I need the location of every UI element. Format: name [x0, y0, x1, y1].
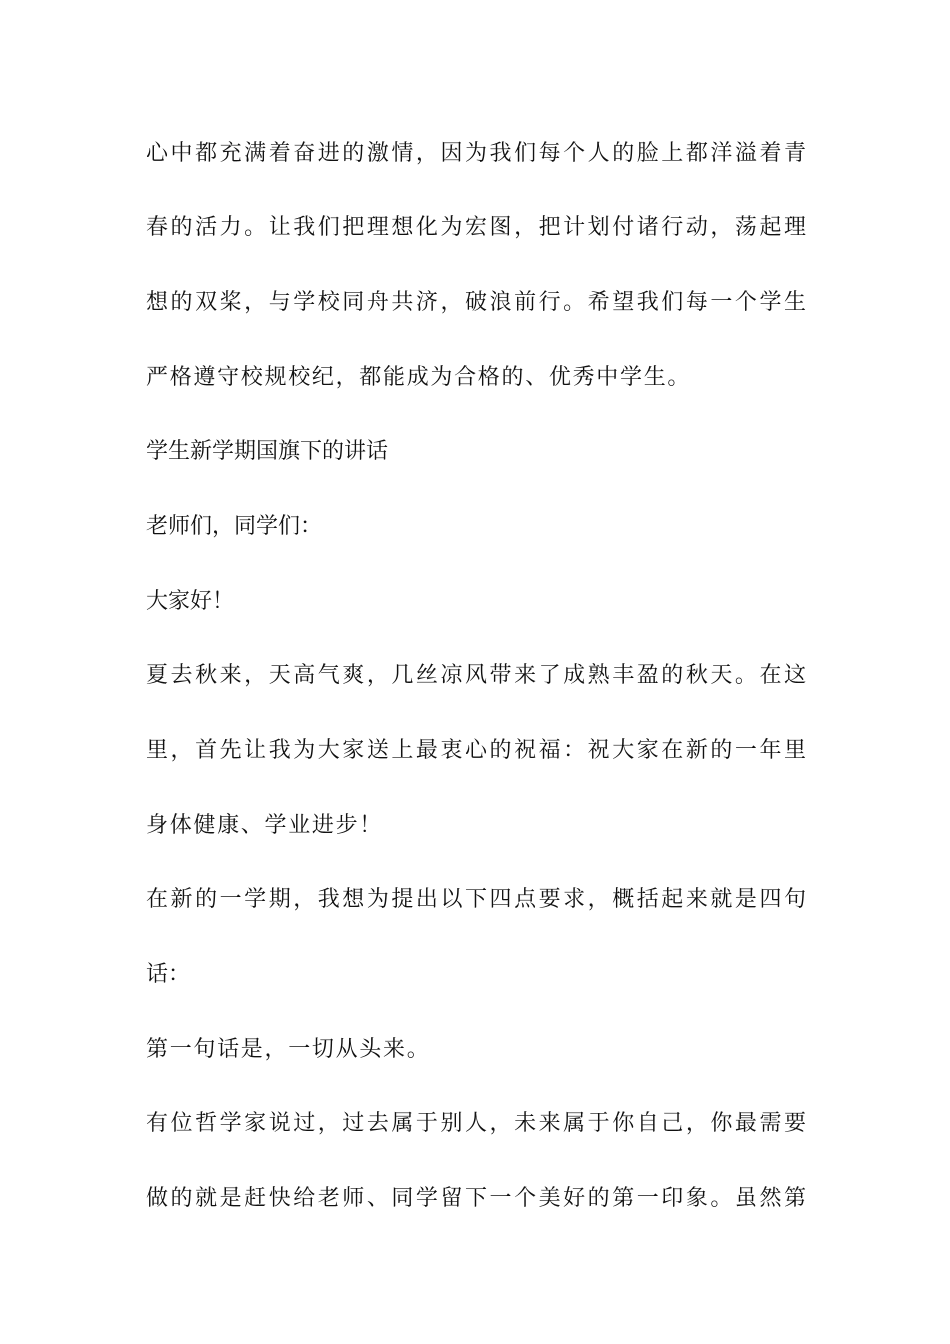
text-line: 严格遵守校规校纪，都能成为合格的、优秀中学生。 [146, 365, 692, 390]
text-line: 做的就是赶快给老师、同学留下一个美好的第一印象。虽然第 [146, 1186, 806, 1211]
text-line: 第一句话是，一切从头来。 [146, 1037, 431, 1062]
section-heading: 学生新学期国旗下的讲话 [146, 439, 389, 464]
salutation: 老师们，同学们： [146, 514, 323, 539]
greeting: 大家好！ [146, 589, 235, 614]
text-line: 里，首先让我为大家送上最衷心的祝福：祝大家在新的一年里 [146, 738, 806, 763]
text-line: 话： [146, 962, 191, 987]
text-line: 有位哲学家说过，过去属于别人，未来属于你自己，你最需要 [146, 1111, 806, 1136]
text-line: 想的双桨，与学校同舟共济，破浪前行。希望我们每一个学生 [146, 290, 806, 315]
text-line: 身体健康、学业进步！ [146, 813, 384, 838]
text-line: 心中都充满着奋进的激情，因为我们每个人的脸上都洋溢着青 [146, 141, 806, 166]
text-line: 春的活力。让我们把理想化为宏图，把计划付诸行动，荡起理 [146, 215, 806, 240]
text-line: 在新的一学期，我想为提出以下四点要求，概括起来就是四句 [146, 887, 806, 912]
text-line: 夏去秋来，天高气爽，几丝凉风带来了成熟丰盈的秋天。在这 [146, 663, 806, 688]
